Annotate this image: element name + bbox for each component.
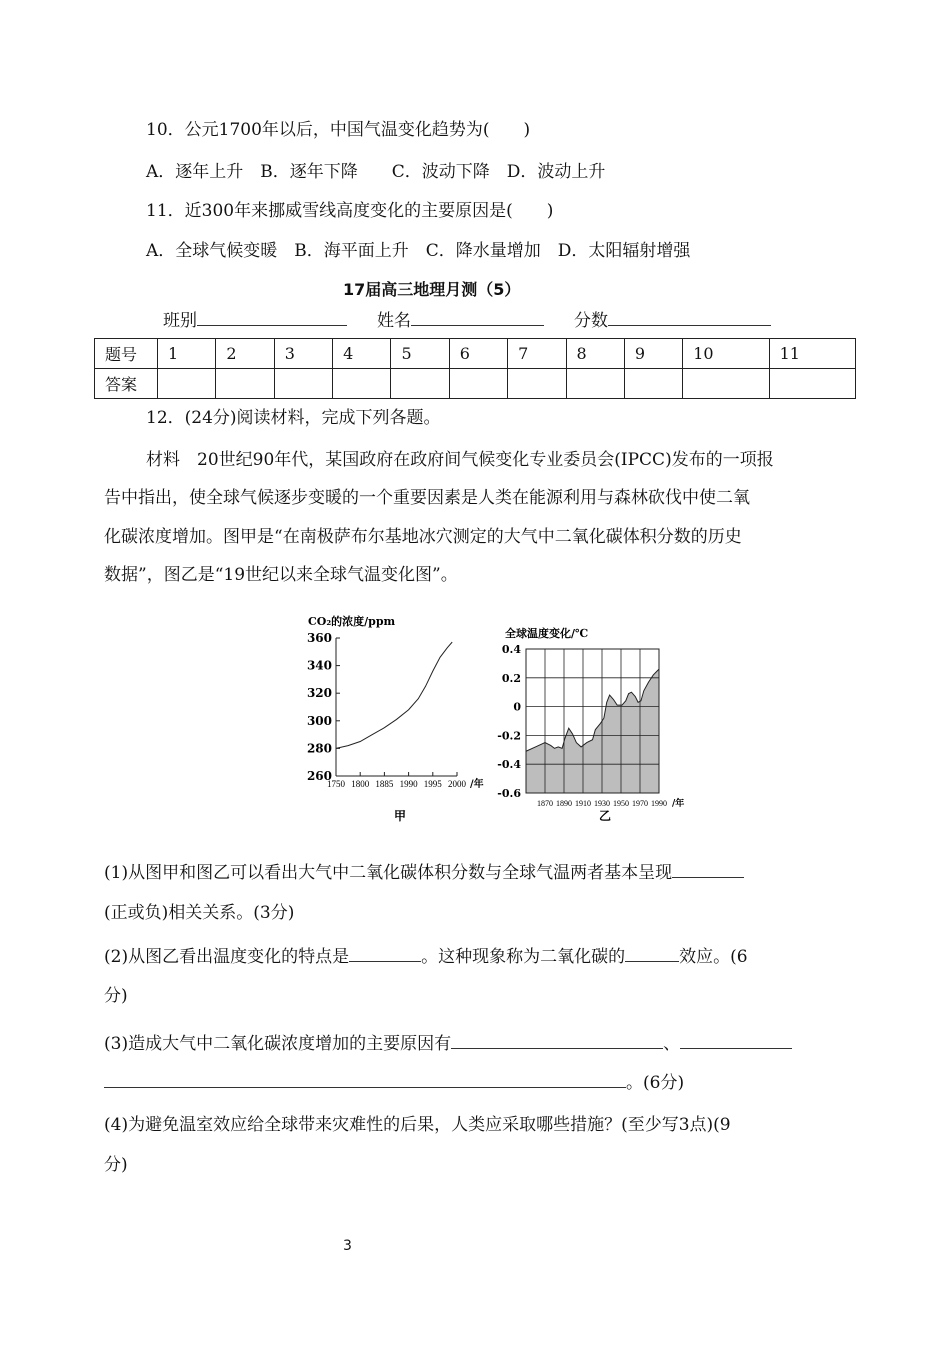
question-number: 9 (624, 339, 682, 369)
row-label: 答案 (95, 369, 158, 399)
chart-label: 乙 (598, 809, 612, 823)
answer-cell[interactable] (274, 369, 332, 399)
question-number: 2 (216, 339, 274, 369)
co2-curve (336, 642, 452, 748)
answer-blank[interactable] (451, 1032, 663, 1049)
sub2-text: 。这种现象称为二氧化碳的 (421, 947, 626, 967)
sub4-cont: 分) (104, 1155, 128, 1175)
question-number: 4 (333, 339, 391, 369)
name-field[interactable] (411, 309, 544, 326)
sub2-text: 效应。(6 (679, 947, 748, 967)
sub3-text: 、 (663, 1034, 681, 1054)
answer-cell[interactable] (158, 369, 216, 399)
answer-cell[interactable] (683, 369, 769, 399)
answer-cell[interactable] (333, 369, 391, 399)
question-number: 8 (566, 339, 624, 369)
name-label: 姓名 (377, 311, 411, 331)
y-tick-label: 0.2 (501, 671, 521, 685)
x-axis-label: /年 (470, 779, 484, 790)
y-tick-label: 0 (513, 700, 521, 714)
y-tick-label: 340 (306, 658, 332, 673)
page-number: 3 (343, 1238, 352, 1254)
answer-blank[interactable] (104, 1071, 626, 1088)
y-tick-label: -0.2 (497, 729, 521, 743)
sub1-cont: (正或负)相关关系。(3分) (104, 903, 295, 923)
y-tick-label: 0.4 (501, 643, 521, 656)
sub3-text: (3)造成大气中二氧化碳浓度增加的主要原因有 (104, 1034, 452, 1054)
chart-yi (497, 626, 684, 823)
x-tick-label: 1870 (537, 799, 553, 808)
answer-blank[interactable] (349, 945, 421, 962)
answer-blank[interactable] (672, 861, 744, 878)
table-row (95, 339, 856, 369)
student-info (163, 309, 771, 332)
sub2 (104, 945, 748, 968)
question-number: 11 (769, 339, 855, 369)
x-tick-label: 1885 (375, 779, 394, 789)
x-tick-label: 1800 (351, 779, 370, 789)
sub1-text: (1)从图甲和图乙可以看出大气中二氧化碳体积分数与全球气温两者基本呈现 (104, 863, 673, 883)
question-number: 5 (391, 339, 449, 369)
answer-blank[interactable] (680, 1032, 792, 1049)
score-field[interactable] (608, 309, 771, 326)
x-tick-label: 1995 (423, 779, 442, 789)
x-tick-label: 1970 (632, 799, 648, 808)
table-row (95, 369, 856, 399)
q11-options: A．全球气候变暖 B．海平面上升 C．降水量增加 D．太阳辐射增强 (146, 241, 691, 261)
exam-title: 17届高三地理月测（5） (343, 280, 521, 299)
x-tick-label: 1990 (399, 779, 418, 789)
sub3 (104, 1032, 792, 1055)
question-number: 6 (449, 339, 507, 369)
question-number: 7 (508, 339, 566, 369)
x-tick-label: 2000 (448, 779, 466, 789)
answer-cell[interactable] (391, 369, 449, 399)
question-number: 3 (274, 339, 332, 369)
sub4: (4)为避免温室效应给全球带来灾难性的后果，人类应采取哪些措施？(至少写3点)(9 (104, 1115, 731, 1135)
chart-title: CO₂的浓度/ppm (308, 615, 396, 628)
y-tick-label: -0.4 (497, 758, 521, 772)
chart-label: 甲 (393, 809, 407, 823)
class-label: 班别 (163, 311, 197, 331)
answer-cell[interactable] (624, 369, 682, 399)
q10-options: A．逐年上升 B．逐年下降 C．波动下降 D．波动上升 (146, 162, 606, 182)
x-tick-label: 1890 (556, 799, 572, 808)
answer-cell[interactable] (449, 369, 507, 399)
y-tick-label: 300 (306, 713, 332, 728)
x-tick-label: 1910 (575, 799, 591, 808)
answer-cell[interactable] (566, 369, 624, 399)
material-line: 告中指出，使全球气候逐步变暖的一个重要因素是人类在能源利用与森林砍伐中使二氧 (104, 488, 750, 508)
sub2-cont: 分) (104, 986, 128, 1006)
q11-stem: 11．近300年来挪威雪线高度变化的主要原因是( ) (146, 201, 554, 221)
answer-table (94, 338, 856, 399)
y-tick-label: 320 (306, 686, 332, 701)
material-line: 材料 20世纪90年代，某国政府在政府间气候变化专业委员会(IPCC)发布的一项报 (146, 450, 774, 470)
score-label: 分数 (574, 311, 608, 331)
temperature-area (526, 669, 659, 793)
figures (300, 610, 690, 830)
material-line: 数据”，图乙是“19世纪以来全球气温变化图”。 (104, 565, 458, 585)
class-field[interactable] (197, 309, 347, 326)
answer-blank[interactable] (625, 945, 679, 962)
x-tick-label: 1750 (327, 779, 345, 789)
y-tick-label: 260 (306, 769, 332, 783)
y-tick-label: 360 (306, 631, 332, 645)
x-tick-label: 1950 (613, 799, 629, 808)
sub3-cont (104, 1071, 684, 1094)
question-number: 1 (158, 339, 216, 369)
answer-cell[interactable] (508, 369, 566, 399)
sub1 (104, 861, 744, 884)
q10-stem: 10．公元1700年以后，中国气温变化趋势为( ) (146, 120, 531, 140)
row-label: 题号 (95, 339, 158, 369)
chart-jia (307, 614, 484, 823)
y-tick-label: -0.6 (497, 787, 521, 800)
answer-cell[interactable] (769, 369, 855, 399)
material-line: 化碳浓度增加。图甲是“在南极萨布尔基地冰穴测定的大气中二氧化碳体积分数的历史 (104, 527, 742, 547)
y-tick-label: 280 (306, 741, 332, 756)
sub2-text: (2)从图乙看出温度变化的特点是 (104, 947, 350, 967)
x-tick-label: 1930 (594, 799, 610, 808)
question-number: 10 (683, 339, 769, 369)
answer-cell[interactable] (216, 369, 274, 399)
sub3-text: 。(6分) (626, 1073, 685, 1093)
x-axis-label: /年 (672, 799, 685, 809)
q12-stem: 12．(24分)阅读材料，完成下列各题。 (146, 408, 441, 428)
chart-title: 全球温度变化/℃ (505, 627, 589, 640)
x-tick-label: 1990 (651, 799, 667, 808)
